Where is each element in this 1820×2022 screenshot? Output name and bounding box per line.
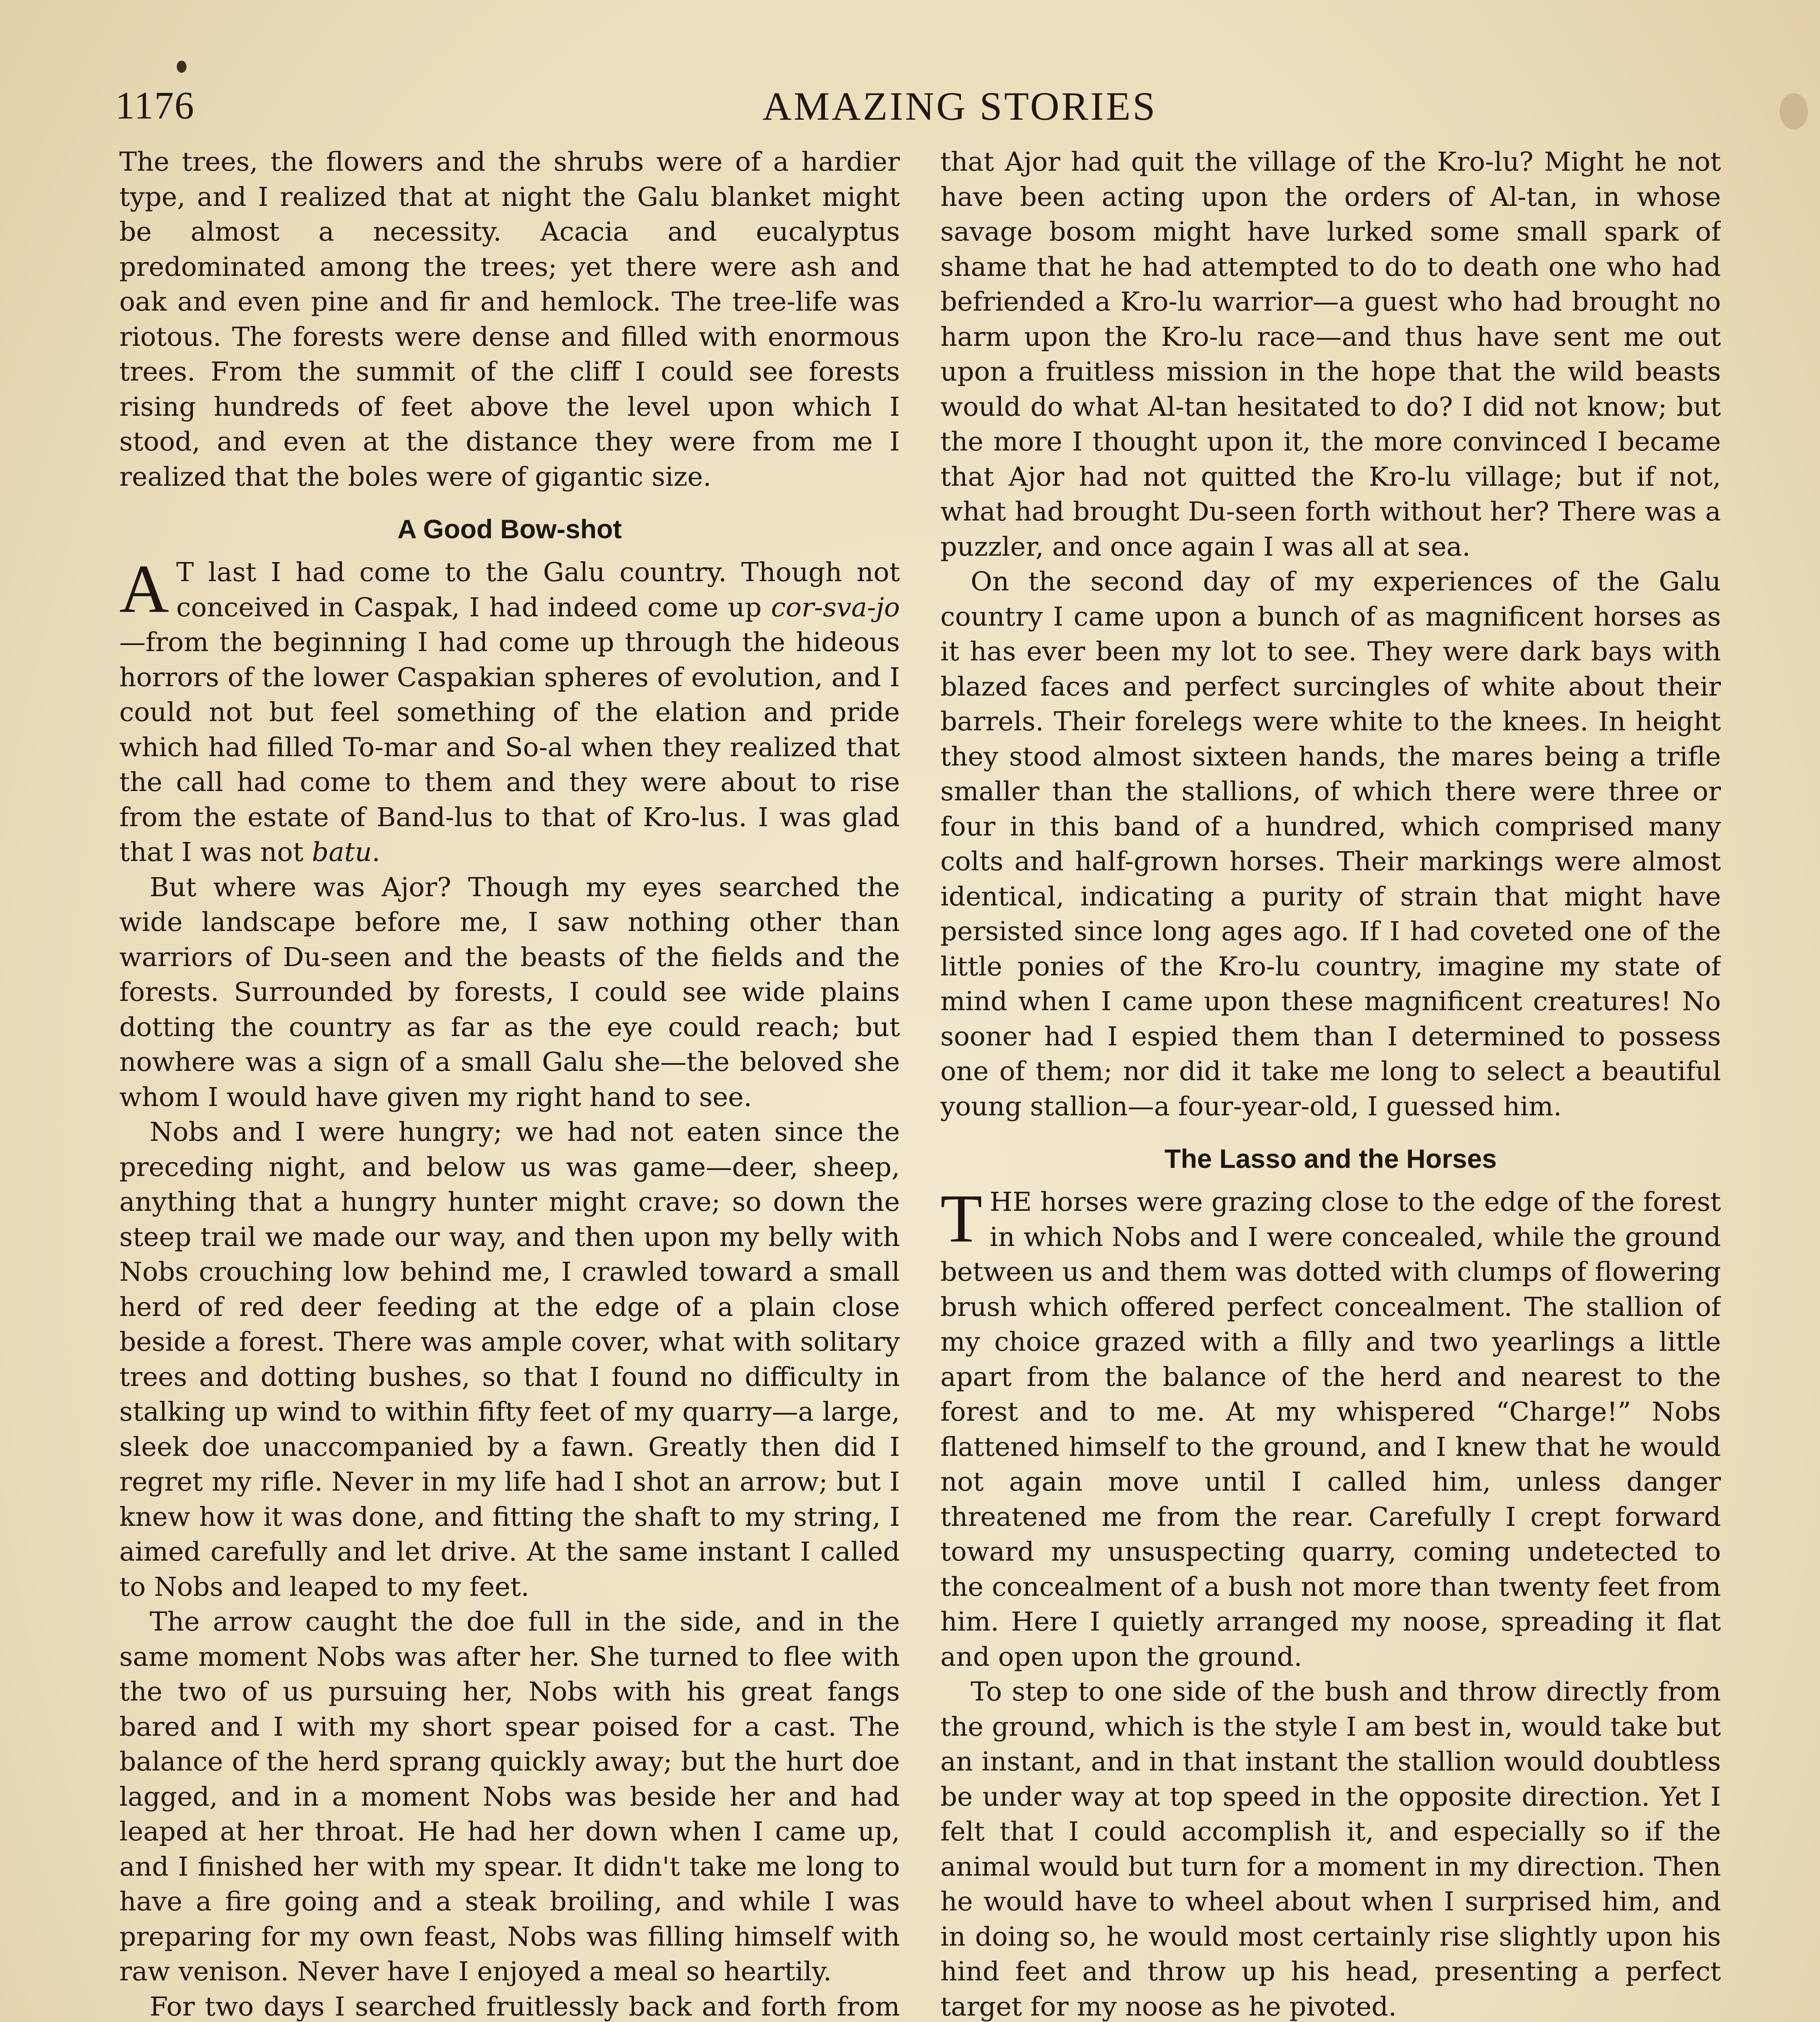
paragraph: On the second day of my experiences of the Galu country I came upon a bunch of as magnificent horses as it has ever been my lot to see. They were dark bays with blazed faces and perfect surcingles of white about their barrels. Their forelegs were white to the knees. In height they stood almost sixteen hands, the mares being a trifle smaller than the stallions, of which there were three or four in this band of a hundred, which comprised many colts and half-grown horses. Their markings were almost identical, indicating a purity of strain that might have persisted since long ages ago. If I had coveted one of the little ponies of the Kro-lu country, imagine my state of mind when I came upon these magnificent creatures! No sooner had I espied them than I determined to possess one of them; nor did it take me long to select a beautiful young stallion—a four-year-old, I guessed him. <box>940 567 1721 1122</box>
drop-cap: T <box>940 1180 982 1256</box>
paragraph-with-dropcap <box>119 551 900 870</box>
left-column <box>119 145 900 2022</box>
page-header <box>115 79 1729 140</box>
paragraph: To step to one side of the bush and throw directly from the ground, which is the style I am best in, would take but an instant, and in that instant the stallion would doubtless be under way at top speed in the opposite direction. Yet I felt that I could accomplish it, and especially so if the animal would but turn for a moment in my direction. Then he would have to wheel about when I surprised him, and in doing so, he would most certainly rise slightly upon his hind feet and throw up his head, presenting a perfect target for my noose as he pivoted. <box>940 1677 1721 2022</box>
paragraph: that Ajor had quit the village of the Kro-lu? Might he not have been acting upon the orders of Al-tan, in whose savage bosom might have lurked some small spark of shame that he had attempted to do to death one who had befriended a Kro-lu warrior—a guest who had brought no harm upon the Kro-lu race—and thus have sent me out upon a fruitless mission in the hope that the wild beasts would do what Al-tan hesitated to do? I did not know; but the more I thought upon it, the more convinced I became that Ajor had not quitted the Kro-lu village; but if not, what had brought Du-seen forth without her? There was a puzzler, and once again I was all at sea. <box>940 147 1721 562</box>
print-mark <box>177 61 186 73</box>
section-heading: The Lasso and the Horses <box>1164 1144 1497 1174</box>
right-column <box>940 145 1721 2022</box>
section-heading: A Good Bow-shot <box>397 514 622 544</box>
paragraph: For two days I searched fruitlessly back and forth from <box>150 1991 900 2022</box>
paragraph: The trees, the flowers and the shrubs were of a hardier type, and I realized that at night the Galu blanket might be almost a necessity. Acacia and eucalyptus predominated among the trees; yet there were ash and oak and even pine and fir and hemlock. The tree-life was riotous. The forests were dense and filled with enormous trees. From the summit of the cliff I could see forests rising hundreds of feet above the level upon which I stood, and even at the distance they were from me I realized that the boles were of gigantic size. <box>119 147 900 492</box>
text-run: HE horses were grazing close to the edge of the forest in which Nobs and I were concealed, while the ground between us and them was dotted with clumps of flowering brush which offered perfect concealment. The stallion of my choice grazed with a filly and two yearlings a little apart from the balance of the herd and nearest to the forest and to me. At my whispered “Charge!” Nobs flattened himself to the ground, and I knew that he would not again move until I called him, unless danger threatened me from the rear. Carefully I crept forward toward my unsuspecting quarry, coming undetected to the concealment of a bush not more than twenty feet from him. Here I quietly arranged my noose, spreading it flat and open upon the ground. <box>940 1187 1721 1672</box>
text-run: . <box>372 837 381 867</box>
page-number: 1176 <box>115 84 195 127</box>
running-title: AMAZING STORIES <box>762 84 1157 129</box>
text-run: T last I had come to the Galu country. Though not conceived in Caspak, I had indeed come up <box>176 557 900 623</box>
paper-stain <box>1780 93 1808 129</box>
paragraph: But where was Ajor? Though my eyes searched the wide landscape before me, I saw nothing other than warriors of Du-seen and the beasts of the fields and the forests. Surrounded by forests, I could see wide plains dotting the country as far as the eye could reach; but nowhere was a sign of a small Galu she—the beloved she whom I would have given my right hand to see. <box>119 872 900 1113</box>
paragraph: The arrow caught the doe full in the side, and in the same moment Nobs was after her. She turned to flee with the two of us pursuing her, Nobs with his great fangs bared and I with my short spear poised for a cast. The balance of the herd sprang quickly away; but the hurt doe lagged, and in a moment Nobs was beside her and had leaped at her throat. He had her down when I came up, and I finished her with my spear. It didn't take me long to have a fire going and a steak broiling, and while I was preparing for my own feast, Nobs was filling himself with raw venison. Never have I enjoyed a meal so heartily. <box>119 1607 900 1987</box>
text-run: —from the beginning I had come up through the hideous horrors of the lower Caspakian spheres of evolution, and I could not but feel something of the elation and pride which had filled To-mar and So-al when they realized that the call had come to them and they were about to rise from the estate of Band-lus to that of Kro-lus. I was glad that I was not <box>119 627 900 867</box>
paragraph-with-dropcap <box>940 1180 1721 1675</box>
italic-term: cor-sva-jo <box>771 592 900 623</box>
paragraph: Nobs and I were hungry; we had not eaten since the preceding night, and below us was game—deer, sheep, anything that a hungry hunter might crave; so down the steep trail we made our way, and then upon my belly with Nobs crouching low behind me, I crawled toward a small herd of red deer feeding at the edge of a plain close beside a forest. There was ample cover, what with solitary trees and dotting bushes, so that I found no difficulty in stalking up wind to within fifty feet of my quarry—a large, sleek doe unaccompanied by a fawn. Greatly then did I regret my rifle. Never in my life had I shot an arrow; but I knew how it was done, and fitting the shaft to my string, I aimed carefully and let drive. At the same instant I called to Nobs and leaped to my feet. <box>119 1117 900 1602</box>
drop-cap: A <box>119 551 169 627</box>
italic-term: batu <box>312 837 372 867</box>
